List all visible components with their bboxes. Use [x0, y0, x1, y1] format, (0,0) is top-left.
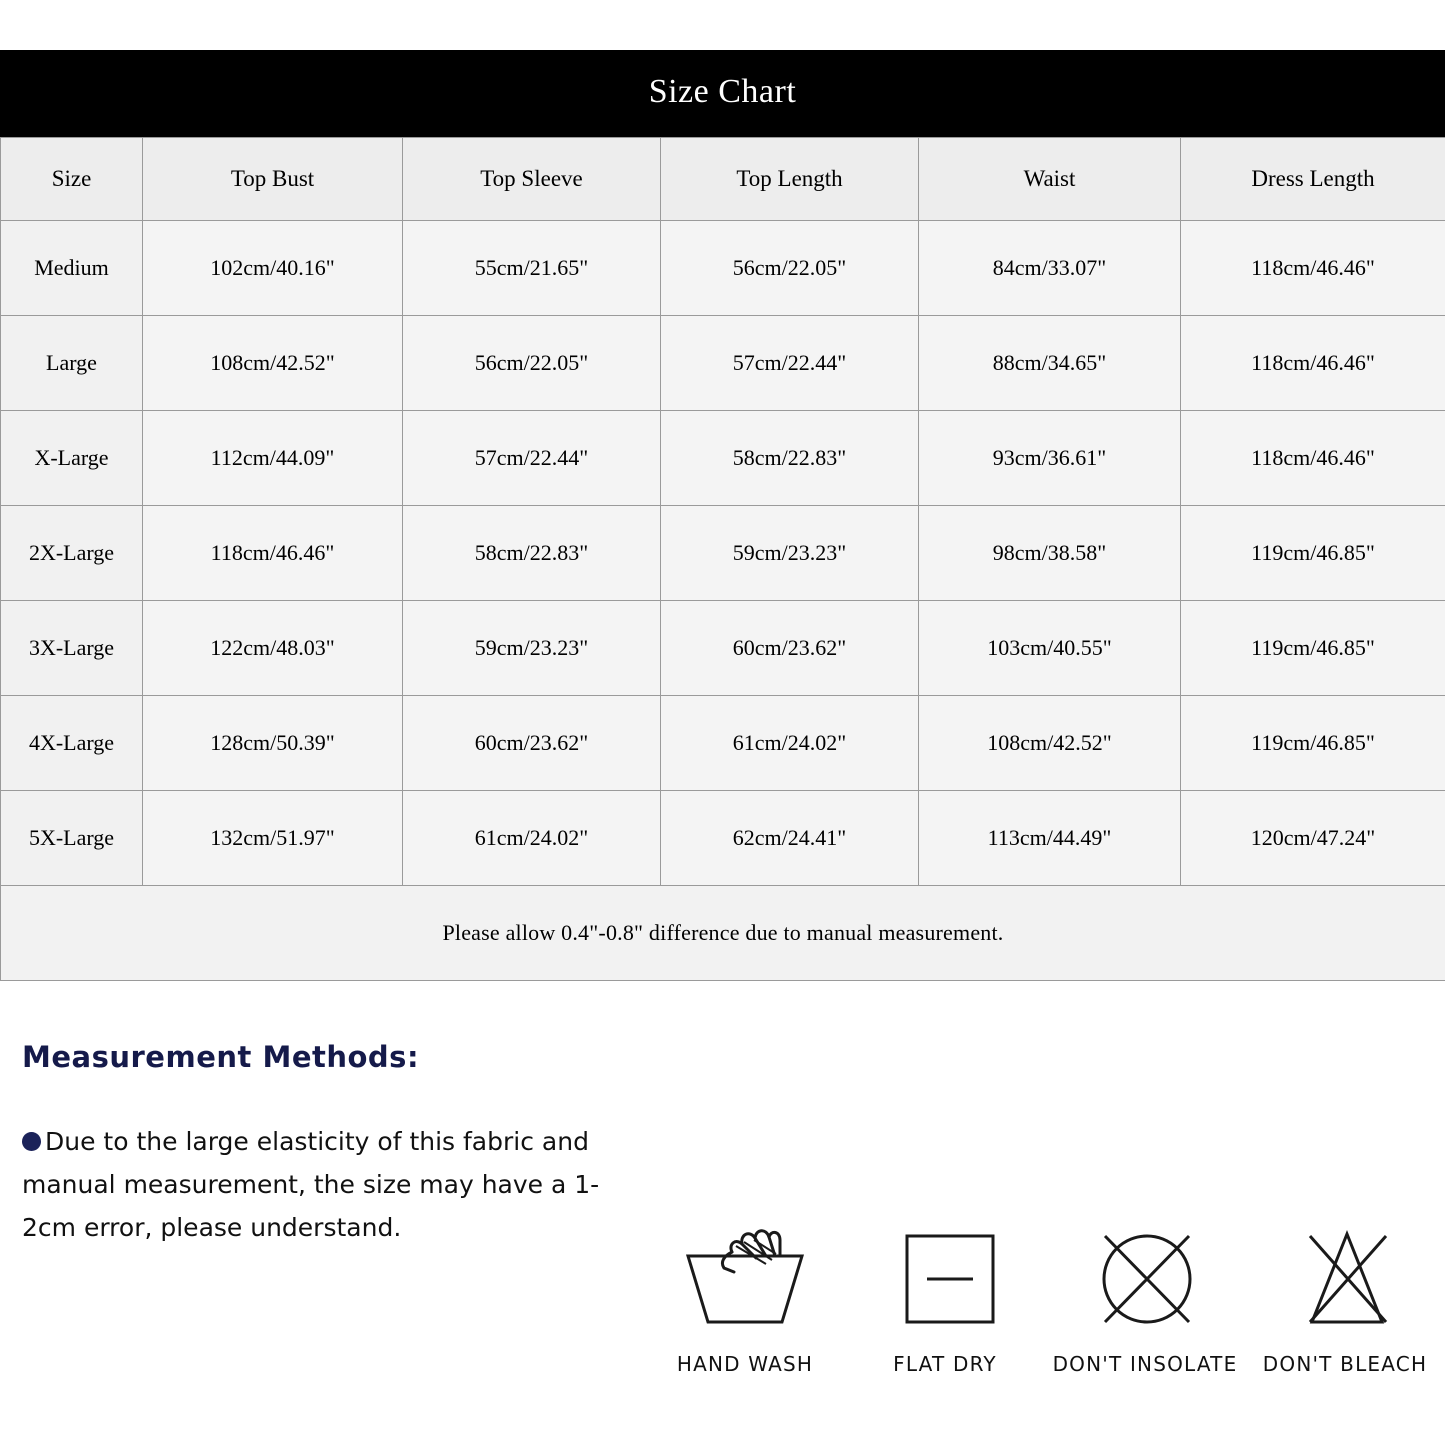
- table-row: [1, 791, 1445, 886]
- measurement-methods-body: [0, 1120, 1445, 1376]
- measurement-note-row: [1, 886, 1445, 981]
- table-row: [1, 221, 1445, 316]
- cell-top-bust: 122cm/48.03": [143, 601, 403, 696]
- cell-waist: 98cm/38.58": [919, 506, 1181, 601]
- cell-top-length: 57cm/22.44": [661, 316, 919, 411]
- care-label: HAND WASH: [676, 1352, 814, 1376]
- cell-top-sleeve: 59cm/23.23": [403, 601, 661, 696]
- size-chart-section: [0, 50, 1445, 981]
- care-instructions: [645, 1220, 1445, 1376]
- cell-dress-length: 118cm/46.46": [1181, 411, 1445, 506]
- cell-size: 4X-Large: [1, 696, 143, 791]
- column-header-waist: Waist: [919, 138, 1181, 221]
- cell-top-length: 56cm/22.05": [661, 221, 919, 316]
- cell-size: X-Large: [1, 411, 143, 506]
- cell-top-sleeve: 55cm/21.65": [403, 221, 661, 316]
- care-item-dont-insolate: [1045, 1220, 1245, 1376]
- cell-top-bust: 132cm/51.97": [143, 791, 403, 886]
- care-label: FLAT DRY: [893, 1352, 997, 1376]
- care-label: DON'T BLEACH: [1262, 1352, 1428, 1376]
- cell-dress-length: 119cm/46.85": [1181, 506, 1445, 601]
- cell-dress-length: 119cm/46.85": [1181, 696, 1445, 791]
- hand-wash-icon: [645, 1220, 845, 1330]
- measurement-methods-paragraph: [22, 1120, 627, 1249]
- cell-top-length: 62cm/24.41": [661, 791, 919, 886]
- table-row: [1, 696, 1445, 791]
- cell-top-sleeve: 61cm/24.02": [403, 791, 661, 886]
- cell-top-bust: 128cm/50.39": [143, 696, 403, 791]
- cell-top-sleeve: 57cm/22.44": [403, 411, 661, 506]
- cell-dress-length: 118cm/46.46": [1181, 221, 1445, 316]
- cell-waist: 93cm/36.61": [919, 411, 1181, 506]
- cell-top-sleeve: 56cm/22.05": [403, 316, 661, 411]
- measurement-methods-text: Due to the large elasticity of this fabric and manual measurement, the size may have a 1-2cm error, please understand.: [22, 1127, 600, 1242]
- care-item-dont-bleach: [1245, 1220, 1445, 1376]
- cell-dress-length: 120cm/47.24": [1181, 791, 1445, 886]
- flat-dry-icon: [845, 1220, 1045, 1330]
- size-chart-title: Size Chart: [0, 50, 1445, 137]
- measurement-methods-title: Measurement Methods:: [22, 1040, 420, 1074]
- cell-dress-length: 119cm/46.85": [1181, 601, 1445, 696]
- column-header-size: Size: [1, 138, 143, 221]
- cell-top-sleeve: 58cm/22.83": [403, 506, 661, 601]
- cell-top-length: 58cm/22.83": [661, 411, 919, 506]
- cell-size: 2X-Large: [1, 506, 143, 601]
- cell-dress-length: 118cm/46.46": [1181, 316, 1445, 411]
- size-chart-table: [0, 137, 1445, 981]
- cell-top-sleeve: 60cm/23.62": [403, 696, 661, 791]
- cell-waist: 113cm/44.49": [919, 791, 1181, 886]
- cell-top-length: 61cm/24.02": [661, 696, 919, 791]
- care-item-hand-wash: [645, 1220, 845, 1376]
- column-header-top-sleeve: Top Sleeve: [403, 138, 661, 221]
- measurement-note: Please allow 0.4"-0.8" difference due to manual measurement.: [1, 886, 1445, 981]
- table-row: [1, 601, 1445, 696]
- cell-size: 3X-Large: [1, 601, 143, 696]
- cell-waist: 103cm/40.55": [919, 601, 1181, 696]
- cell-waist: 88cm/34.65": [919, 316, 1181, 411]
- table-row: [1, 411, 1445, 506]
- column-header-dress-length: Dress Length: [1181, 138, 1445, 221]
- cell-top-bust: 118cm/46.46": [143, 506, 403, 601]
- cell-top-bust: 112cm/44.09": [143, 411, 403, 506]
- cell-top-bust: 108cm/42.52": [143, 316, 403, 411]
- table-row: [1, 506, 1445, 601]
- cell-size: Medium: [1, 221, 143, 316]
- cell-waist: 84cm/33.07": [919, 221, 1181, 316]
- table-row: [1, 316, 1445, 411]
- measurement-methods-section: [0, 1040, 1445, 1376]
- column-header-top-bust: Top Bust: [143, 138, 403, 221]
- cell-size: Large: [1, 316, 143, 411]
- dont-bleach-icon: [1245, 1220, 1445, 1330]
- cell-size: 5X-Large: [1, 791, 143, 886]
- care-label: DON'T INSOLATE: [1052, 1352, 1238, 1376]
- cell-top-length: 59cm/23.23": [661, 506, 919, 601]
- table-header-row: [1, 138, 1445, 221]
- bullet-icon: [22, 1132, 41, 1151]
- column-header-top-length: Top Length: [661, 138, 919, 221]
- cell-waist: 108cm/42.52": [919, 696, 1181, 791]
- care-item-flat-dry: [845, 1220, 1045, 1376]
- cell-top-bust: 102cm/40.16": [143, 221, 403, 316]
- dont-insolate-icon: [1045, 1220, 1245, 1330]
- cell-top-length: 60cm/23.62": [661, 601, 919, 696]
